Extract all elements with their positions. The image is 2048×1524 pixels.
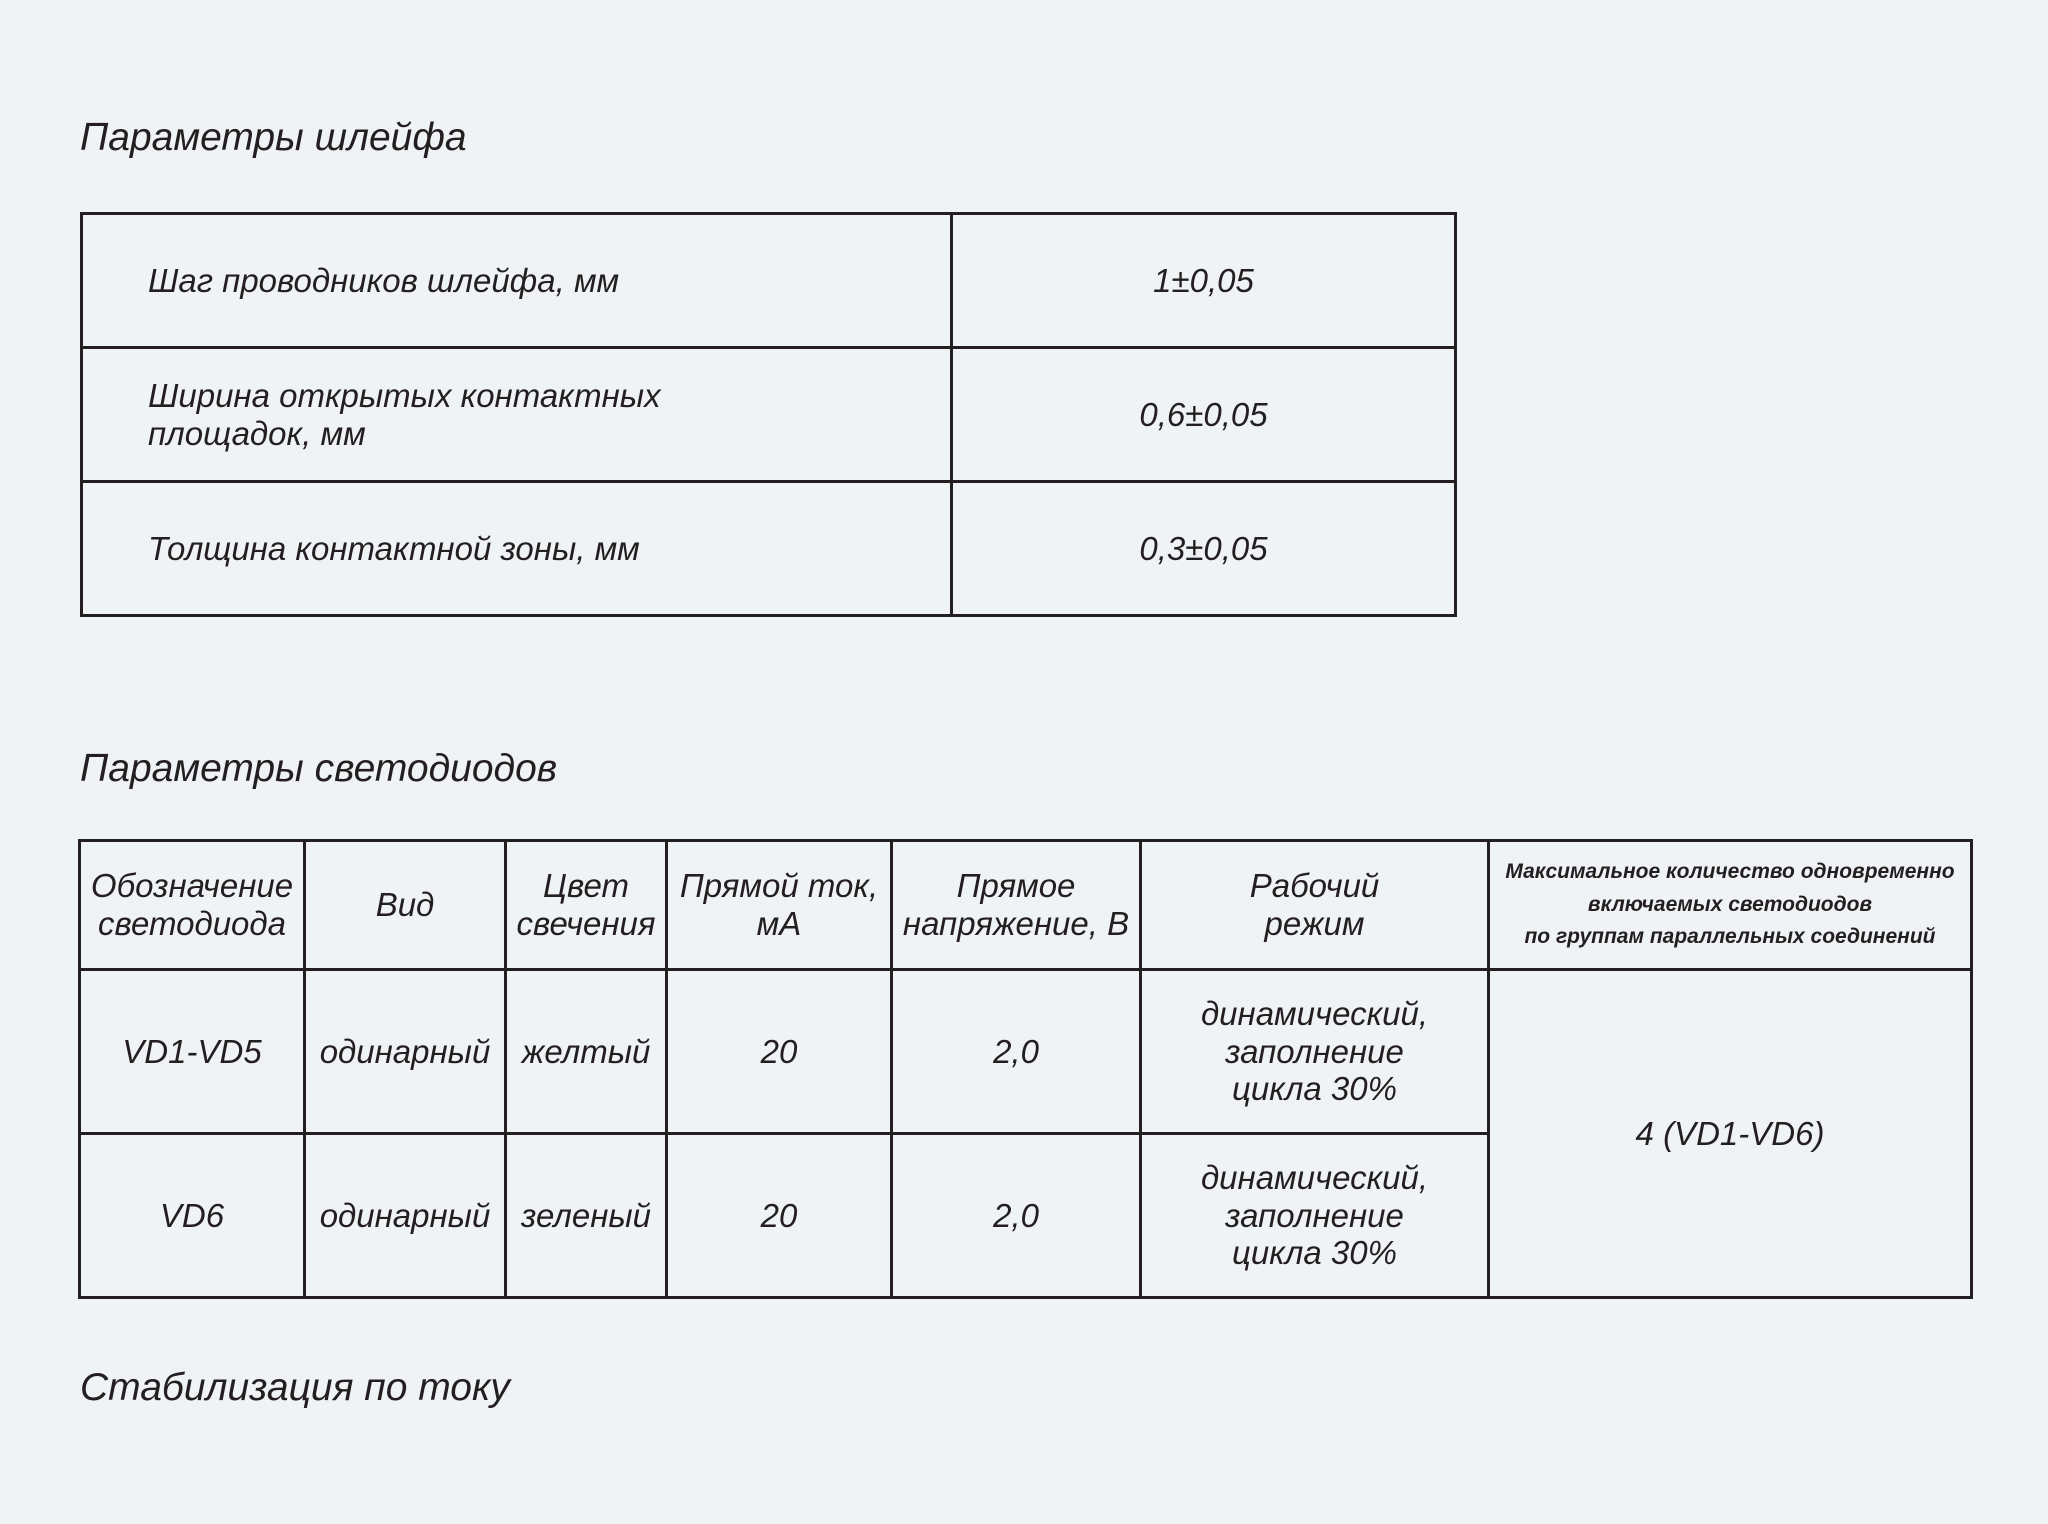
header-text: Рабочий <box>1249 867 1380 905</box>
designation-cell: VD1-VD5 <box>80 970 305 1134</box>
header-text: включаемых светодиодов <box>1587 892 1873 916</box>
table-row <box>82 482 1456 616</box>
header-text: Обозначение <box>90 867 294 905</box>
parameter-name: Шаг проводников шлейфа, мм <box>148 261 620 299</box>
parameter-name: Ширина открытых контактных <box>148 376 661 414</box>
led-parameters-table <box>78 839 1973 1299</box>
cable-parameters-table <box>80 212 1457 617</box>
led-parameters-title: Параметры светодиодов <box>80 747 558 790</box>
mode-text: заполнение <box>1225 1032 1404 1070</box>
mode-cell <box>1141 1134 1489 1298</box>
voltage-cell: 2,0 <box>892 970 1141 1134</box>
header-type <box>305 841 506 970</box>
header-text: Прямое <box>956 867 1076 905</box>
mode-text: динамический, <box>1200 994 1429 1032</box>
mode-cell <box>1141 970 1489 1134</box>
header-current <box>667 841 892 970</box>
max-simultaneous-cell: 4 (VD1-VD6) <box>1489 970 1972 1298</box>
color-cell: зеленый <box>506 1134 667 1298</box>
mode-text: динамический, <box>1200 1158 1429 1196</box>
header-text: Прямой ток, <box>679 867 879 905</box>
color-cell: желтый <box>506 970 667 1134</box>
mode-text: цикла 30% <box>1232 1234 1397 1272</box>
cable-parameters-title: Параметры шлейфа <box>80 116 467 159</box>
parameter-name-cell <box>82 348 952 482</box>
header-text: Цвет <box>543 867 629 905</box>
header-text: мА <box>756 905 802 942</box>
header-text: Вид <box>375 886 435 924</box>
parameter-name: площадок, мм <box>148 414 366 452</box>
header-color <box>506 841 667 970</box>
header-text: Максимальное количество одновременно <box>1505 860 1955 884</box>
parameter-name-cell <box>82 214 952 348</box>
header-max-simultaneous <box>1489 841 1972 970</box>
voltage-cell: 2,0 <box>892 1134 1141 1298</box>
designation-cell: VD6 <box>80 1134 305 1298</box>
header-voltage <box>892 841 1141 970</box>
header-text: по группам параллельных соединений <box>1524 925 1936 949</box>
table-row <box>80 970 1972 1134</box>
parameter-name-cell <box>82 482 952 616</box>
table-row <box>82 214 1456 348</box>
current-stabilization-title: Стабилизация по току <box>80 1366 510 1409</box>
header-text: режим <box>1264 905 1365 942</box>
header-text: напряжение, В <box>902 905 1130 942</box>
header-designation <box>80 841 305 970</box>
parameter-name: Толщина контактной зоны, мм <box>148 529 640 567</box>
parameter-value-cell: 0,3±0,05 <box>952 482 1456 616</box>
current-cell: 20 <box>667 1134 892 1298</box>
parameter-value-cell: 1±0,05 <box>952 214 1456 348</box>
header-text: светодиода <box>98 905 286 942</box>
mode-text: заполнение <box>1225 1196 1404 1234</box>
table-header-row <box>80 841 1972 970</box>
parameter-value-cell: 0,6±0,05 <box>952 348 1456 482</box>
header-text: свечения <box>516 905 656 942</box>
type-cell: одинарный <box>305 1134 506 1298</box>
type-cell: одинарный <box>305 970 506 1134</box>
current-cell: 20 <box>667 970 892 1134</box>
mode-text: цикла 30% <box>1232 1070 1397 1108</box>
table-row <box>82 348 1456 482</box>
header-mode <box>1141 841 1489 970</box>
